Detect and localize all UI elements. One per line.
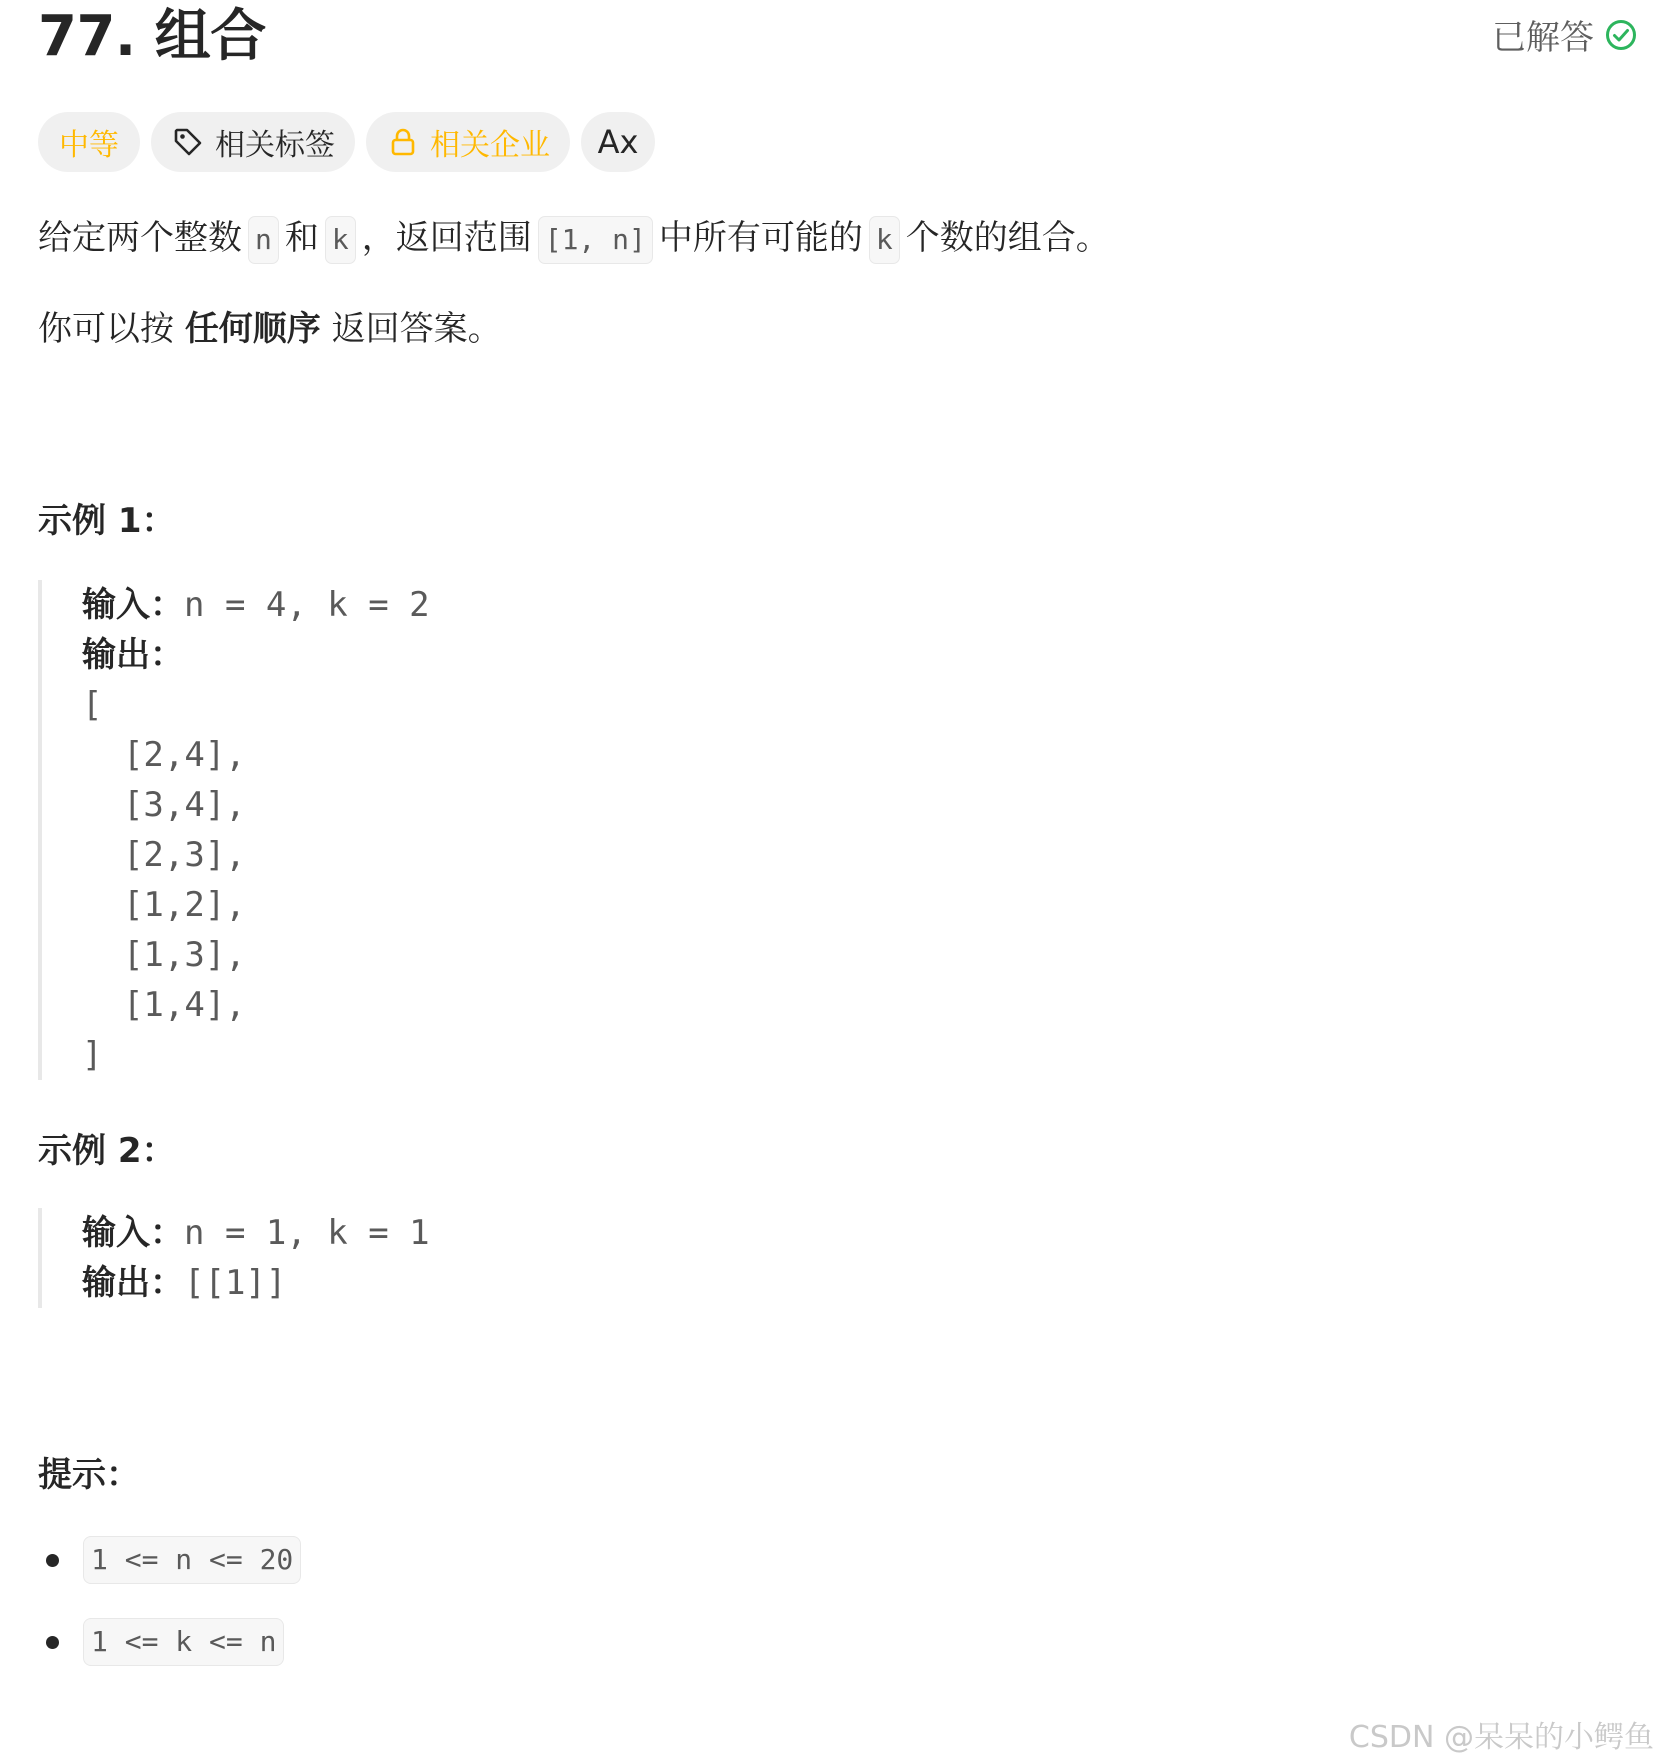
example-1-output-value (82, 680, 430, 1080)
solved-status (1492, 10, 1638, 59)
constraint-code: 1 <= n <= 20 (83, 1536, 301, 1584)
desc-text-1: 给定两个整数 (38, 218, 242, 258)
example-1-output (82, 630, 430, 680)
solved-label: 已解答 (1492, 18, 1594, 58)
example-2-title: 示例 2： (38, 1131, 176, 1171)
desc-text-4: 中所有可能的 (658, 218, 863, 258)
desc2-text-1: 你可以按 (38, 308, 174, 349)
desc-text-5: 个数的组合。 (905, 218, 1110, 258)
bullet-dot (46, 1636, 59, 1649)
constraint-item (38, 1617, 301, 1667)
bullet-dot (46, 1554, 59, 1567)
output-line: [1,4], (82, 985, 246, 1025)
output-line: ] (82, 1035, 103, 1075)
constraints-list (38, 1535, 301, 1699)
constraint-code: 1 <= k <= n (83, 1618, 284, 1666)
watermark: CSDN @呆呆的小鳄鱼 (1348, 1720, 1654, 1755)
inline-code-range: [1, n] (538, 216, 653, 264)
example-2-output (82, 1258, 430, 1308)
problem-title: 77. 组合 (38, 4, 266, 69)
difficulty-label: 中等 (59, 128, 119, 163)
output-line: [2,4], (82, 735, 246, 775)
example-1-block (38, 580, 430, 1080)
desc2-text-2: 返回答案。 (331, 308, 502, 349)
translate-icon: Ax (597, 123, 639, 161)
output-line: [1,2], (82, 885, 246, 925)
lock-icon (386, 125, 420, 159)
check-circle-icon (1604, 18, 1638, 52)
description-paragraph-2 (38, 304, 1638, 354)
example-2-input-value: n = 1, k = 1 (184, 1213, 430, 1253)
example-1-output-label: 输出： (82, 635, 184, 675)
example-2-input (82, 1208, 430, 1258)
desc-text-2: 和 (284, 218, 319, 258)
tag-row (38, 112, 655, 172)
example-1-input (82, 580, 430, 630)
related-companies-button[interactable] (366, 112, 570, 172)
description-paragraph-1 (38, 213, 1638, 264)
example-1-input-label: 输入： (82, 585, 184, 625)
example-2-output-value: [[1]] (184, 1263, 287, 1303)
related-tags-button[interactable] (151, 112, 355, 172)
inline-code-n: n (248, 216, 279, 264)
related-companies-label: 相关企业 (430, 128, 550, 163)
example-1-title: 示例 1： (38, 501, 176, 541)
output-line: [1,3], (82, 935, 246, 975)
example-1-input-value: n = 4, k = 2 (184, 585, 430, 625)
example-2-block (38, 1208, 430, 1308)
difficulty-badge (38, 112, 140, 172)
tag-icon (171, 125, 205, 159)
output-line: [3,4], (82, 785, 246, 825)
constraints-title: 提示： (38, 1455, 140, 1495)
example-2-output-label: 输出： (82, 1263, 184, 1303)
inline-code-k: k (325, 216, 356, 264)
output-line: [ (82, 685, 103, 725)
desc2-strong: 任何顺序 (184, 308, 321, 349)
constraint-item (38, 1535, 301, 1585)
translate-button[interactable] (581, 112, 655, 172)
example-2-input-label: 输入： (82, 1213, 184, 1253)
inline-code-k-2: k (869, 216, 900, 264)
problem-description (38, 213, 1638, 354)
related-tags-label: 相关标签 (215, 128, 335, 163)
output-line: [2,3], (82, 835, 246, 875)
desc-text-3: ，返回范围 (361, 218, 532, 258)
